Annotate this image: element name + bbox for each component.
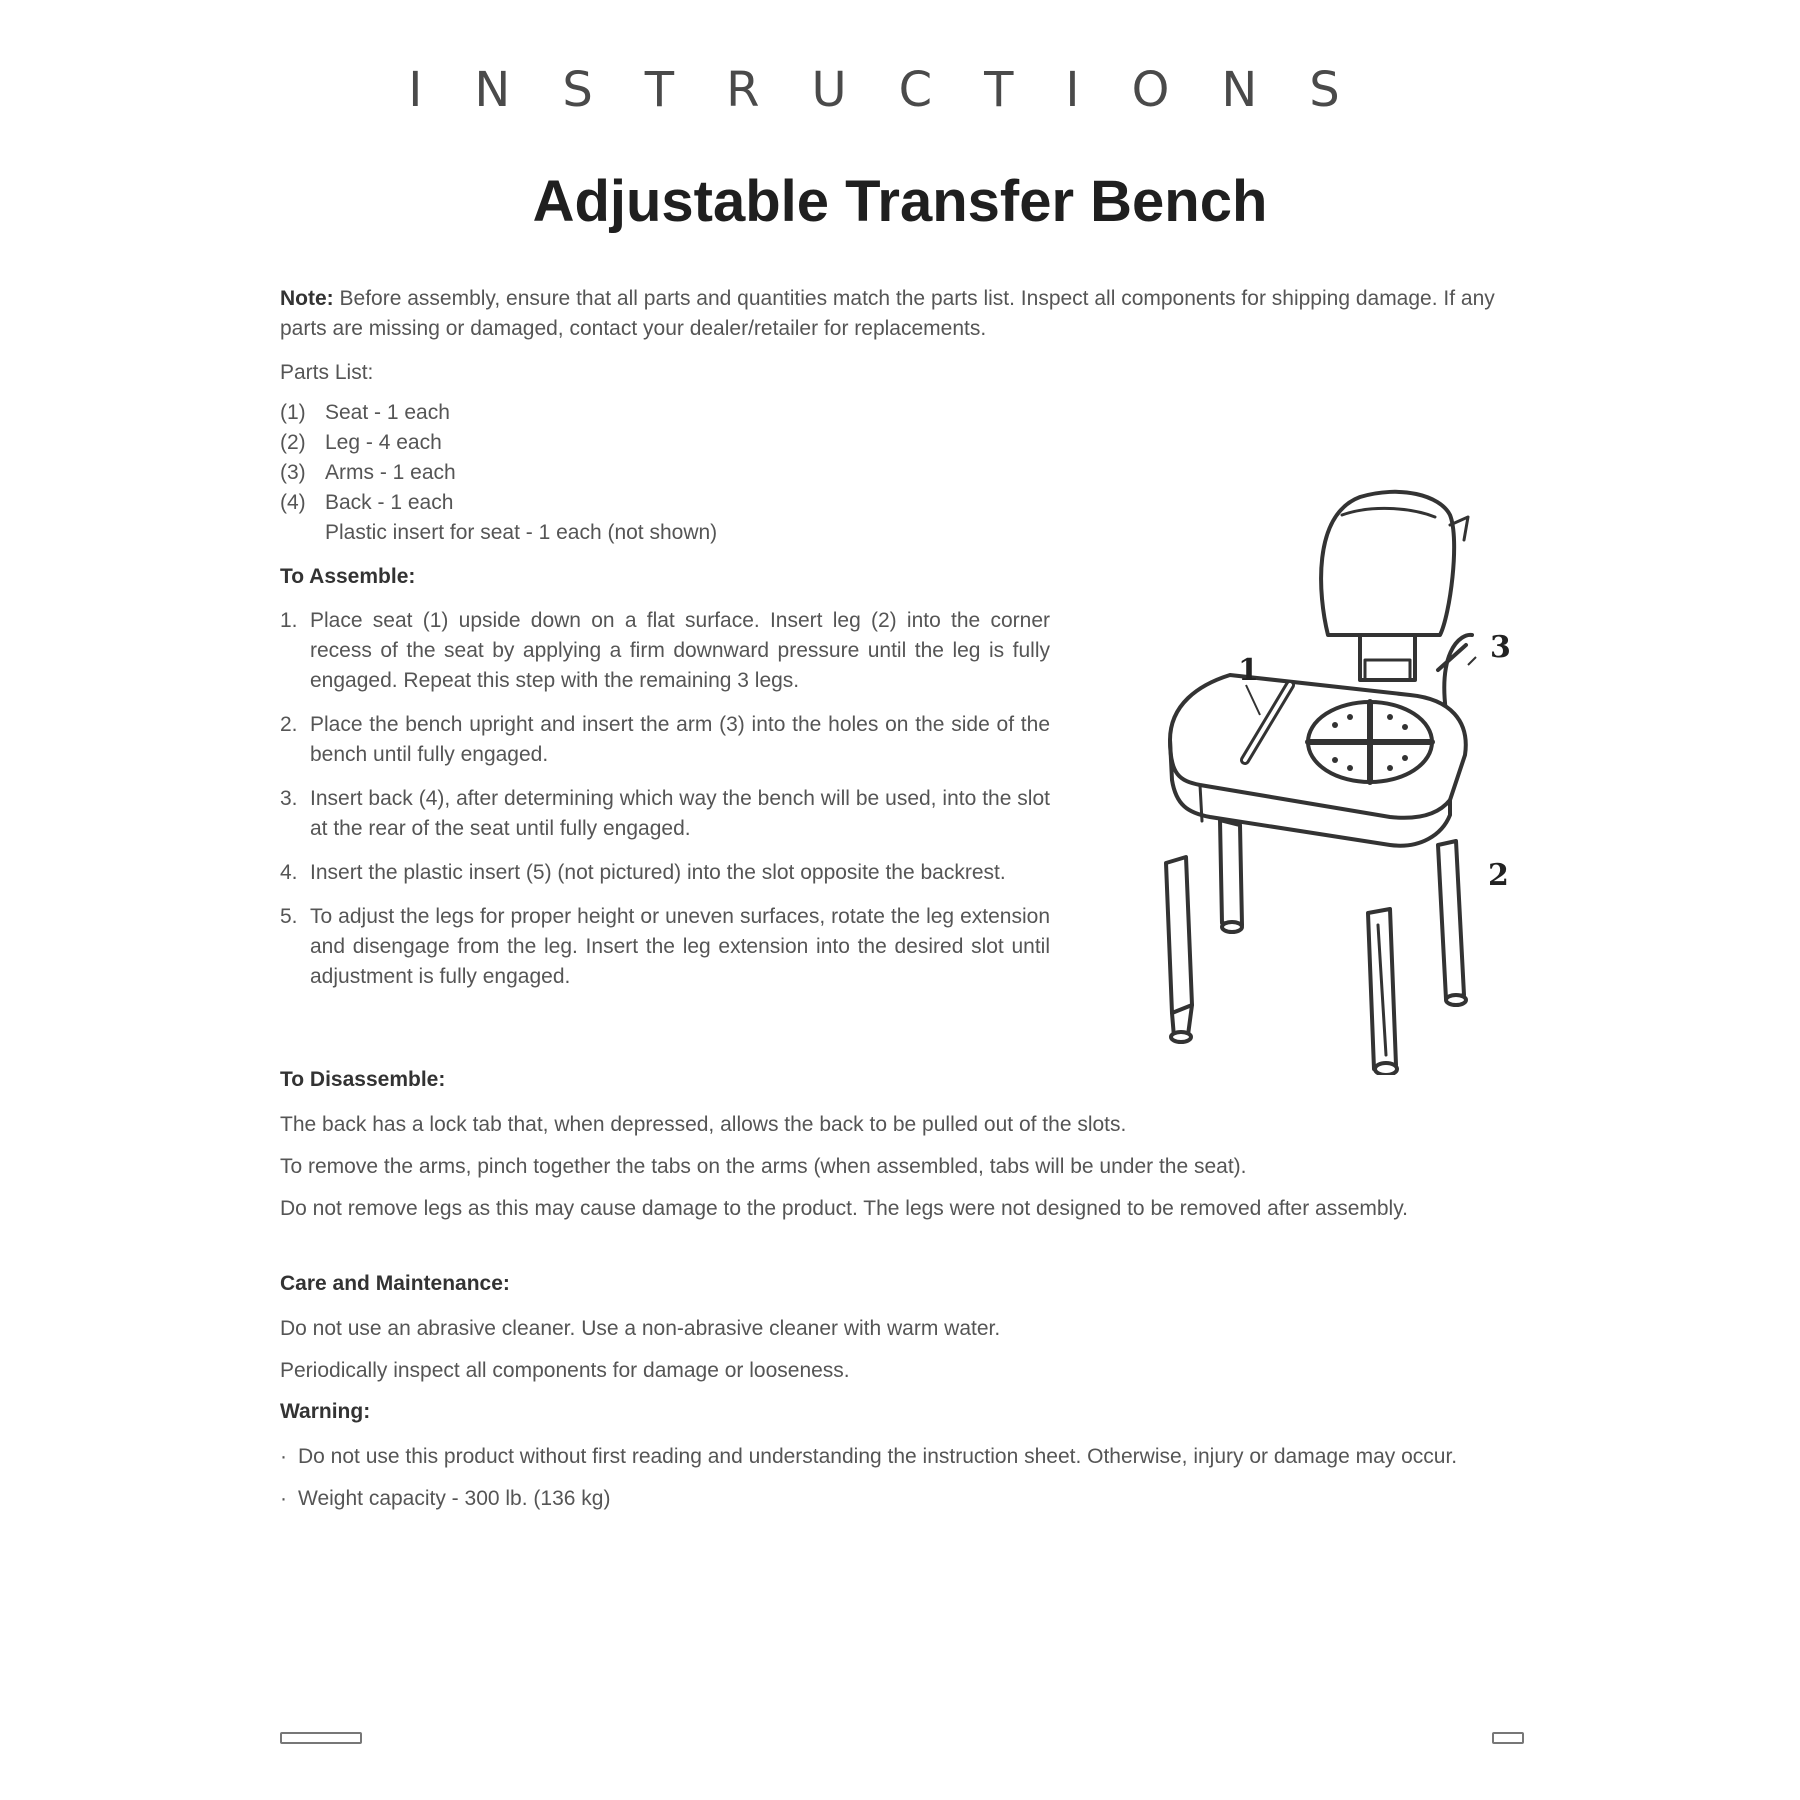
list-item	[280, 488, 717, 518]
warning-text: Do not use this product without first reading and understanding the instruction sheet. Otherwise, injury or damage may occur.	[298, 1445, 1458, 1468]
step-text: Insert back (4), after determining which way the bench will be used, into the slot at the rear of the seat until fully engaged.	[310, 787, 1050, 840]
disassemble-paragraph: The back has a lock tab that, when depressed, allows the back to be pulled out of the slots.	[280, 1113, 1127, 1136]
list-item	[280, 784, 1050, 844]
step-text: To adjust the legs for proper height or uneven surfaces, rotate the leg extension and disengage from the leg. Insert the leg extension into the desired slot until adjustment is fully engaged.	[310, 905, 1050, 988]
callout-3: 3	[1490, 630, 1511, 665]
bullet: ·	[280, 1487, 287, 1510]
assemble-heading: To Assemble:	[280, 565, 416, 588]
care-paragraph: Periodically inspect all components for damage or looseness.	[280, 1359, 850, 1382]
step-number: 2.	[280, 713, 298, 736]
leg-rear-left	[1220, 820, 1242, 925]
list-item	[280, 428, 717, 458]
part-number: (3)	[280, 461, 306, 484]
list-item	[280, 458, 717, 488]
leg-rear-right	[1438, 841, 1464, 999]
step-number: 1.	[280, 609, 298, 632]
warning-heading: Warning:	[280, 1400, 371, 1423]
step-number: 5.	[280, 905, 298, 928]
footer-right-mark	[1492, 1732, 1524, 1744]
note-text: Before assembly, ensure that all parts and quantities match the parts list. Inspect all components for shipping damage. If any parts are missing or damaged, contact your dealer/retailer for replacements.	[280, 287, 1495, 340]
bullet: ·	[280, 1445, 287, 1468]
parts-list	[280, 398, 717, 548]
disassemble-paragraph: To remove the arms, pinch together the tabs on the arms (when assembled, tabs will be under the seat).	[280, 1155, 1247, 1178]
list-item	[280, 858, 1050, 888]
backrest-post	[1360, 635, 1415, 680]
parts-list-label: Parts List:	[280, 361, 374, 384]
step-number: 3.	[280, 787, 298, 810]
part-number: (1)	[280, 401, 306, 424]
footer-left-mark	[280, 1732, 362, 1744]
list-item	[280, 710, 1050, 770]
list-item	[280, 518, 717, 548]
list-item	[280, 1484, 1510, 1514]
bench-illustration	[1150, 485, 1530, 1075]
assembly-steps	[280, 606, 1050, 1006]
instructions-header: INSTRUCTIONS	[408, 62, 1392, 118]
callout-1: 1	[1238, 653, 1259, 688]
step-text: Place seat (1) upside down on a flat surface. Insert leg (2) into the corner recess of the seat by applying a firm downward pressure until the leg is fully engaged. Repeat this step with the remaining 3 legs.	[310, 609, 1050, 692]
warning-text: Weight capacity - 300 lb. (136 kg)	[298, 1487, 611, 1510]
part-text: Plastic insert for seat - 1 each (not shown)	[325, 521, 718, 544]
list-item	[280, 398, 717, 428]
part-text: Seat - 1 each	[325, 401, 450, 424]
disassemble-paragraph: Do not remove legs as this may cause damage to the product. The legs were not designed to be removed after assembly.	[280, 1197, 1409, 1220]
part-number: (2)	[280, 431, 306, 454]
callout-2: 2	[1488, 858, 1509, 893]
note-label: Note:	[280, 287, 334, 310]
disassemble-heading: To Disassemble:	[280, 1068, 446, 1091]
page-title: Adjustable Transfer Bench	[532, 169, 1268, 234]
warning-list	[280, 1442, 1510, 1526]
leg-front-left	[1166, 857, 1192, 1013]
step-text: Insert the plastic insert (5) (not pictured) into the slot opposite the backrest.	[310, 861, 1006, 884]
backrest-shape	[1321, 492, 1454, 635]
note-paragraph	[280, 284, 1510, 344]
part-text: Back - 1 each	[325, 491, 454, 514]
part-text: Arms - 1 each	[325, 461, 456, 484]
list-item	[280, 606, 1050, 696]
step-text: Place the bench upright and insert the arm (3) into the holes on the side of the bench until fully engaged.	[310, 713, 1050, 766]
care-paragraph: Do not use an abrasive cleaner. Use a non-abrasive cleaner with warm water.	[280, 1317, 1001, 1340]
care-heading: Care and Maintenance:	[280, 1272, 510, 1295]
part-number: (4)	[280, 491, 306, 514]
step-number: 4.	[280, 861, 298, 884]
part-text: Leg - 4 each	[325, 431, 442, 454]
list-item	[280, 902, 1050, 992]
list-item	[280, 1442, 1510, 1472]
